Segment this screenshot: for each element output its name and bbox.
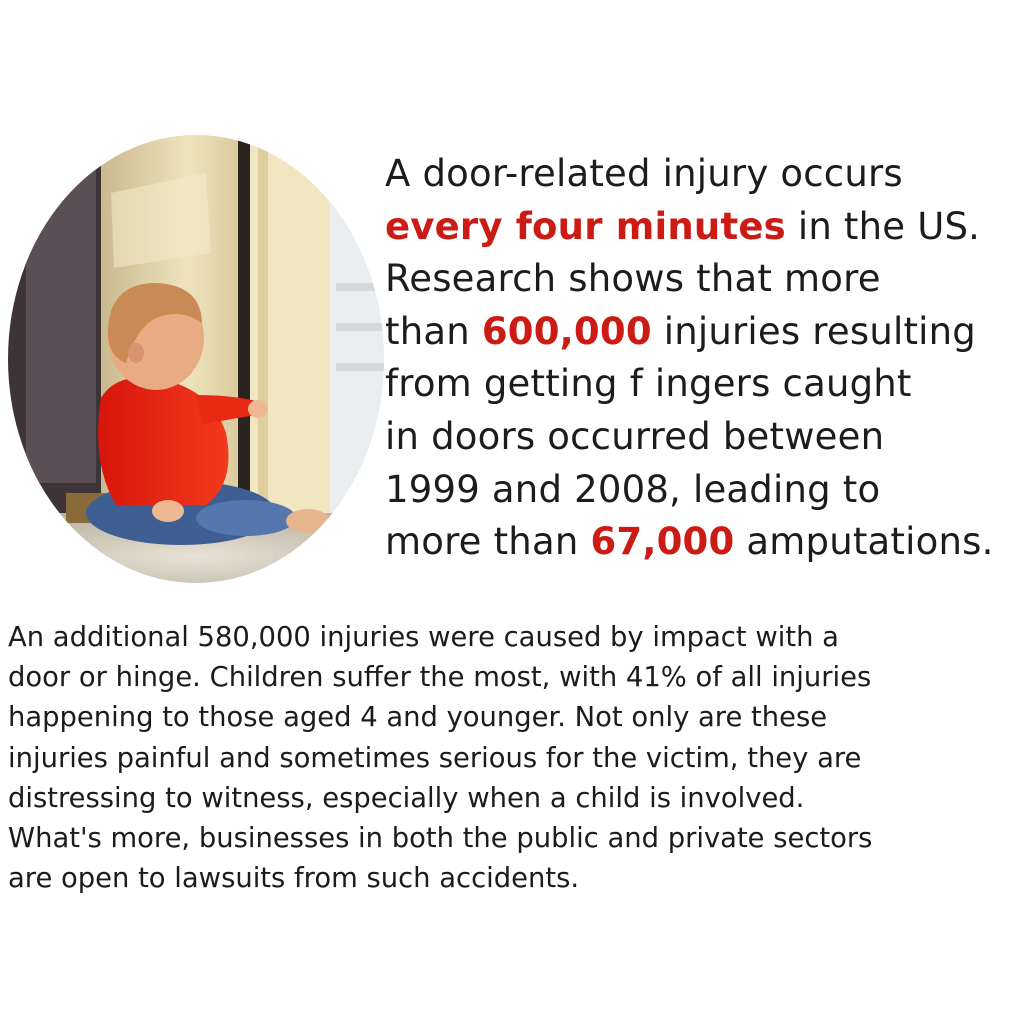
child-at-door-photo [6, 133, 386, 585]
headline-line-2 [385, 201, 1030, 254]
paragraph-line: distressing to witness, especially when a child is involved. [8, 782, 805, 814]
paragraph-line: injuries painful and sometimes serious for the victim, they are [8, 742, 862, 774]
paragraph-line: are open to lawsuits from such accidents. [8, 863, 580, 895]
headline-line-6: in doors occurred between [385, 414, 885, 458]
paragraph-line: door or hinge. Children suffer the most, with 41% of all injuries [8, 662, 872, 694]
paragraph-line: An additional 580,000 injuries were caused by impact with a [8, 622, 839, 653]
headline-line-7: 1999 and 2008, leading to [385, 467, 881, 511]
headline [385, 148, 1030, 569]
headline-line-4 [385, 306, 1030, 359]
headline-line-2-rest: in the US. [785, 204, 981, 248]
headline-line-4-rest: injuries resulting [651, 309, 976, 353]
headline-line-8 [385, 516, 1030, 569]
headline-line-5: from getting f ingers caught [385, 362, 912, 406]
highlight-injury-count: 600,000 [481, 309, 652, 353]
headline-line-1: A door-related injury occurs [385, 152, 903, 195]
headline-line-3: Research shows that more [385, 257, 881, 301]
headline-line-8-rest: amputations. [734, 520, 994, 564]
paragraph-line: happening to those aged 4 and younger. Not only are these [8, 702, 828, 734]
highlight-frequency: every four minutes [385, 204, 786, 248]
paragraph-line: What's more, businesses in both the public and private sectors [8, 823, 873, 855]
highlight-amputation-count: 67,000 [590, 520, 735, 564]
headline-line-8-pre: more than [385, 520, 591, 564]
body-paragraph [8, 618, 1023, 899]
headline-line-4-pre: than [385, 309, 482, 353]
